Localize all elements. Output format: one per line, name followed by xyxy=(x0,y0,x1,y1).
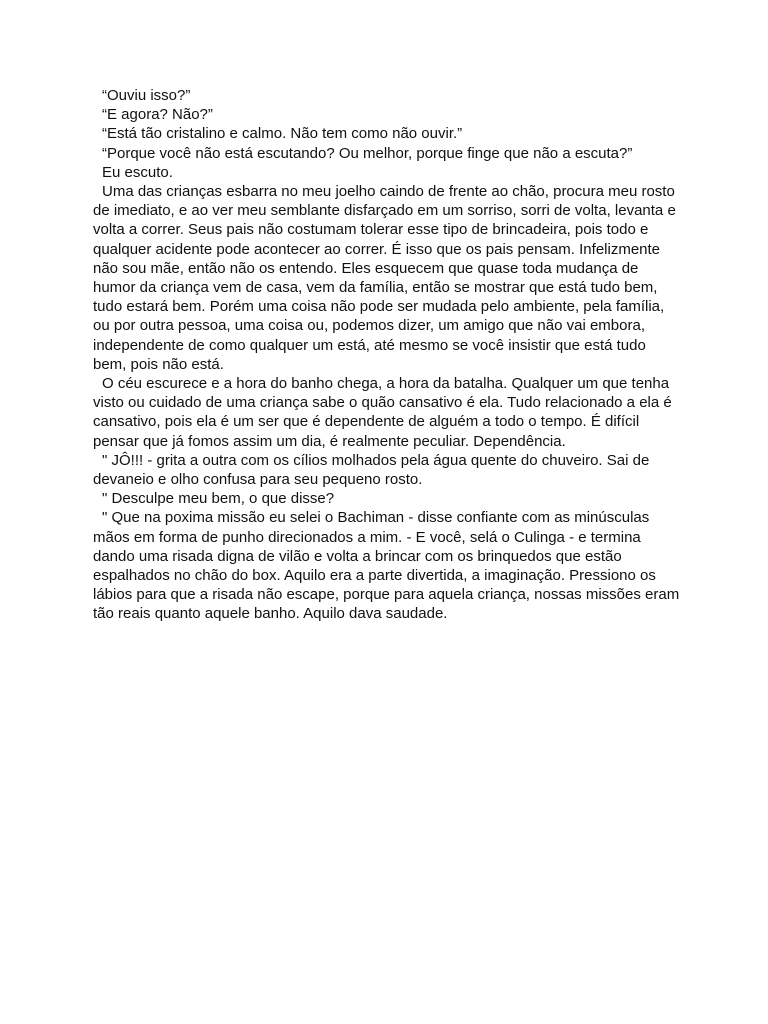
paragraph-esta-tao-cristalino: “Está tão cristalino e calmo. Não tem como não ouvir.” xyxy=(102,125,463,143)
paragraph-porque-voce: “Porque você não está escutando? Ou melhor, porque finge que não a escuta?” xyxy=(102,144,633,162)
paragraph-o-ceu-escurece: O céu escurece e a hora do banho chega, a hora da batalha. Qualquer um que tenha visto ou cuidado de uma criança sabe o quão cansativo é ela. Tudo relacionado a ela é cansativo, pois ela é um ser que é dependente de alguém a todo o tempo. É difícil pensar que já fomos assim um dia, é realmente peculiar. Dependência. xyxy=(93,375,672,450)
paragraph-e-agora: “E agora? Não?” xyxy=(102,106,213,124)
paragraph-uma-das-criancas: Uma das crianças esbarra no meu joelho caindo de frente ao chão, procura meu rosto de imediato, e ao ver meu semblante disfarçado em um sorriso, sorri de volta, levanta e volta a correr. Seus pais não costumam tolerar esse tipo de brincadeira, pois todo e qualquer acidente pode acontecer ao correr. É isso que os pais pensam. Infelizmente não sou mãe, então não os entendo. Eles esquecem que quase toda mudança de humor da criança vem de casa, vem da família, então se mostrar que está tudo bem, tudo estará bem. Porém uma coisa não pode ser mudada pelo ambiente, pela família, ou por outra pessoa, uma coisa ou, podemos dizer, um amigo que não vai embora, independente de como qualquer um está, até mesmo se você insistir que está tudo bem, pois não está. xyxy=(93,183,676,373)
paragraph-eu-escuto: Eu escuto. xyxy=(102,163,173,181)
paragraph-que-na-poxima: " Que na poxima missão eu selei o Bachiman - disse confiante com as minúsculas mãos em forma de punho direcionados a mim. - E você, selá o Culinga - e termina dando uma risada digna de vilão e volta a brincar com os brinquedos que estão espalhados no chão do box. Aquilo era a parte divertida, a imaginação. Pressiono os lábios para que a risada não escape, porque para aquela criança, nossas missões eram tão reais quanto aquele banho. Aquilo dava saudade. xyxy=(93,509,680,623)
document-body xyxy=(93,86,683,624)
paragraph-ouviu-isso: “Ouviu isso?” xyxy=(102,87,191,104)
paragraph-jo-grita: " JÔ!!! - grita a outra com os cílios molhados pela água quente do chuveiro. Sai de devaneio e olho confusa para seu pequeno rosto. xyxy=(93,451,650,489)
paragraph-desculpe: " Desculpe meu bem, o que disse? xyxy=(102,490,335,508)
